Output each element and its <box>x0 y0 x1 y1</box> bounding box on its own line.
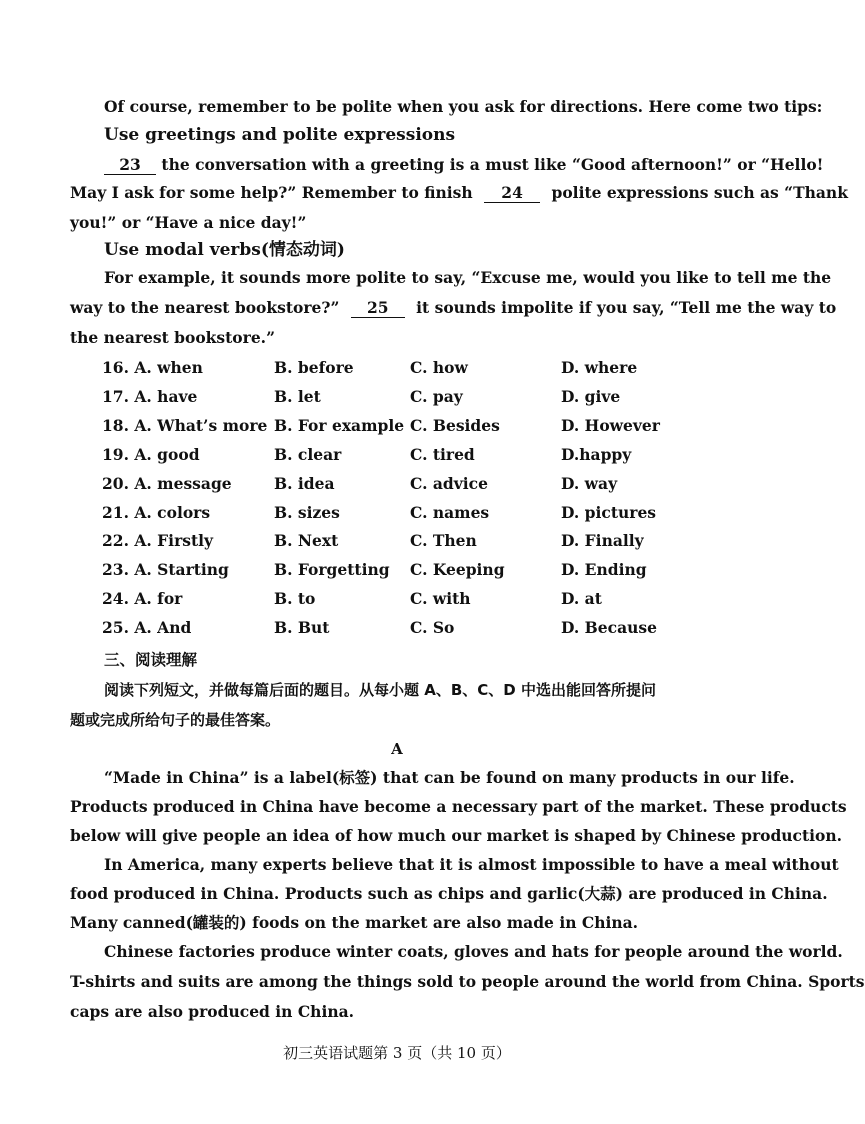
option-d: D.happy <box>561 444 632 464</box>
passage-a-line-4: In America, many experts believe that it is almost impossible to have a meal without <box>104 855 839 874</box>
option-b: B. before <box>274 358 354 377</box>
blank-25: 25 <box>351 299 405 318</box>
option-c: C. names <box>410 502 490 522</box>
option-d: D. However <box>561 415 660 435</box>
option-d: D. where <box>561 358 638 377</box>
option-row <box>0 387 794 407</box>
passage-label: A <box>391 740 403 758</box>
option-a: 21. A. colors <box>102 502 211 522</box>
passage-line-7: the nearest bookstore.” <box>70 328 275 347</box>
option-a: 25. A. And <box>102 618 192 638</box>
option-a: 17. A. have <box>102 386 198 406</box>
passage-line-6-text-b: it sounds impolite if you say, “Tell me the way to <box>416 298 837 317</box>
passage-line-4: you!” or “Have a nice day!” <box>70 213 307 232</box>
option-c: C. how <box>410 358 468 377</box>
option-row <box>0 474 794 494</box>
option-c: C. pay <box>410 386 463 406</box>
subheading-modal-verbs: Use modal verbs(情态动词) <box>104 240 345 260</box>
section-instructions-1: 阅读下列短文，并做每篇后面的题目。从每小题 A、B、C、D 中选出能回答所提问 <box>104 681 656 699</box>
page-footer: 初三英语试题第 3 页（共 10 页） <box>283 1044 511 1062</box>
option-row <box>0 589 794 609</box>
passage-line-2-text: the conversation with a greeting is a must like “Good afternoon!” or “Hello! <box>161 155 824 174</box>
passage-a-line-5: food produced in China. Products such as chips and garlic(大蒜) are produced in China. <box>70 884 828 903</box>
option-c: C. Besides <box>410 415 500 435</box>
passage-line-6 <box>70 298 836 318</box>
option-b: B. Next <box>274 531 339 551</box>
section-instructions-2: 题或完成所给句子的最佳答案。 <box>70 711 281 729</box>
option-b: B. to <box>274 589 316 609</box>
option-d: D. Because <box>561 618 657 638</box>
option-a: 19. A. good <box>102 444 200 464</box>
option-d: D. at <box>561 589 602 609</box>
option-b: B. But <box>274 618 330 638</box>
option-row <box>0 503 794 523</box>
passage-line-6-text-a: way to the nearest bookstore?” <box>70 298 340 317</box>
subheading-greetings: Use greetings and polite expressions <box>104 125 456 145</box>
option-b: B. For example <box>274 415 405 435</box>
option-c: C. with <box>410 589 471 609</box>
passage-line-3-text-b: polite expressions such as “Thank <box>551 183 848 202</box>
option-c: C. So <box>410 618 455 638</box>
option-row <box>0 618 794 638</box>
passage-line-5: For example, it sounds more polite to say, “Excuse me, would you like to tell me the <box>104 268 832 287</box>
option-row <box>0 416 794 436</box>
option-a: 23. A. Starting <box>102 560 229 580</box>
option-a: 16. A. when <box>102 358 203 377</box>
blank-24: 24 <box>484 184 540 203</box>
option-row <box>0 358 794 378</box>
section-title: 三、阅读理解 <box>104 651 198 669</box>
passage-a-line-6: Many canned(罐装的) foods on the market are also made in China. <box>70 913 639 932</box>
option-b: B. let <box>274 386 321 406</box>
option-b: B. clear <box>274 444 342 464</box>
option-a: 24. A. for <box>102 589 183 609</box>
passage-a-line-8: T-shirts and suits are among the things sold to people around the world from China. Sports <box>70 972 865 991</box>
passage-line-3 <box>70 183 848 203</box>
option-a: 18. A. What’s more <box>102 415 268 435</box>
passage-a-line-1: “Made in China” is a label(标签) that can be found on many products in our life. <box>104 768 795 787</box>
option-c: C. tired <box>410 444 475 464</box>
blank-23: 23 <box>104 156 156 175</box>
option-c: C. Then <box>410 531 477 551</box>
option-row <box>0 531 794 551</box>
option-d: D. give <box>561 386 621 406</box>
option-d: D. Finally <box>561 531 644 551</box>
option-d: D. way <box>561 473 618 493</box>
option-b: B. sizes <box>274 502 340 522</box>
option-c: C. advice <box>410 473 488 493</box>
option-a: 22. A. Firstly <box>102 531 214 551</box>
passage-line-3-text-a: May I ask for some help?” Remember to finish <box>70 183 473 202</box>
passage-line-2 <box>104 155 823 175</box>
passage-line-1: Of course, remember to be polite when you ask for directions. Here come two tips: <box>104 97 823 116</box>
option-c: C. Keeping <box>410 560 505 580</box>
option-row <box>0 445 794 465</box>
option-row <box>0 560 794 580</box>
passage-a-line-9: caps are also produced in China. <box>70 1002 355 1021</box>
passage-a-line-3: below will give people an idea of how much our market is shaped by Chinese production. <box>70 826 843 845</box>
option-a: 20. A. message <box>102 473 232 493</box>
option-b: B. Forgetting <box>274 560 390 580</box>
passage-a-line-7: Chinese factories produce winter coats, gloves and hats for people around the world. <box>104 942 843 961</box>
option-d: D. pictures <box>561 502 657 522</box>
option-d: D. Ending <box>561 560 647 580</box>
option-b: B. idea <box>274 473 335 493</box>
passage-a-line-2: Products produced in China have become a necessary part of the market. These products <box>70 797 847 816</box>
